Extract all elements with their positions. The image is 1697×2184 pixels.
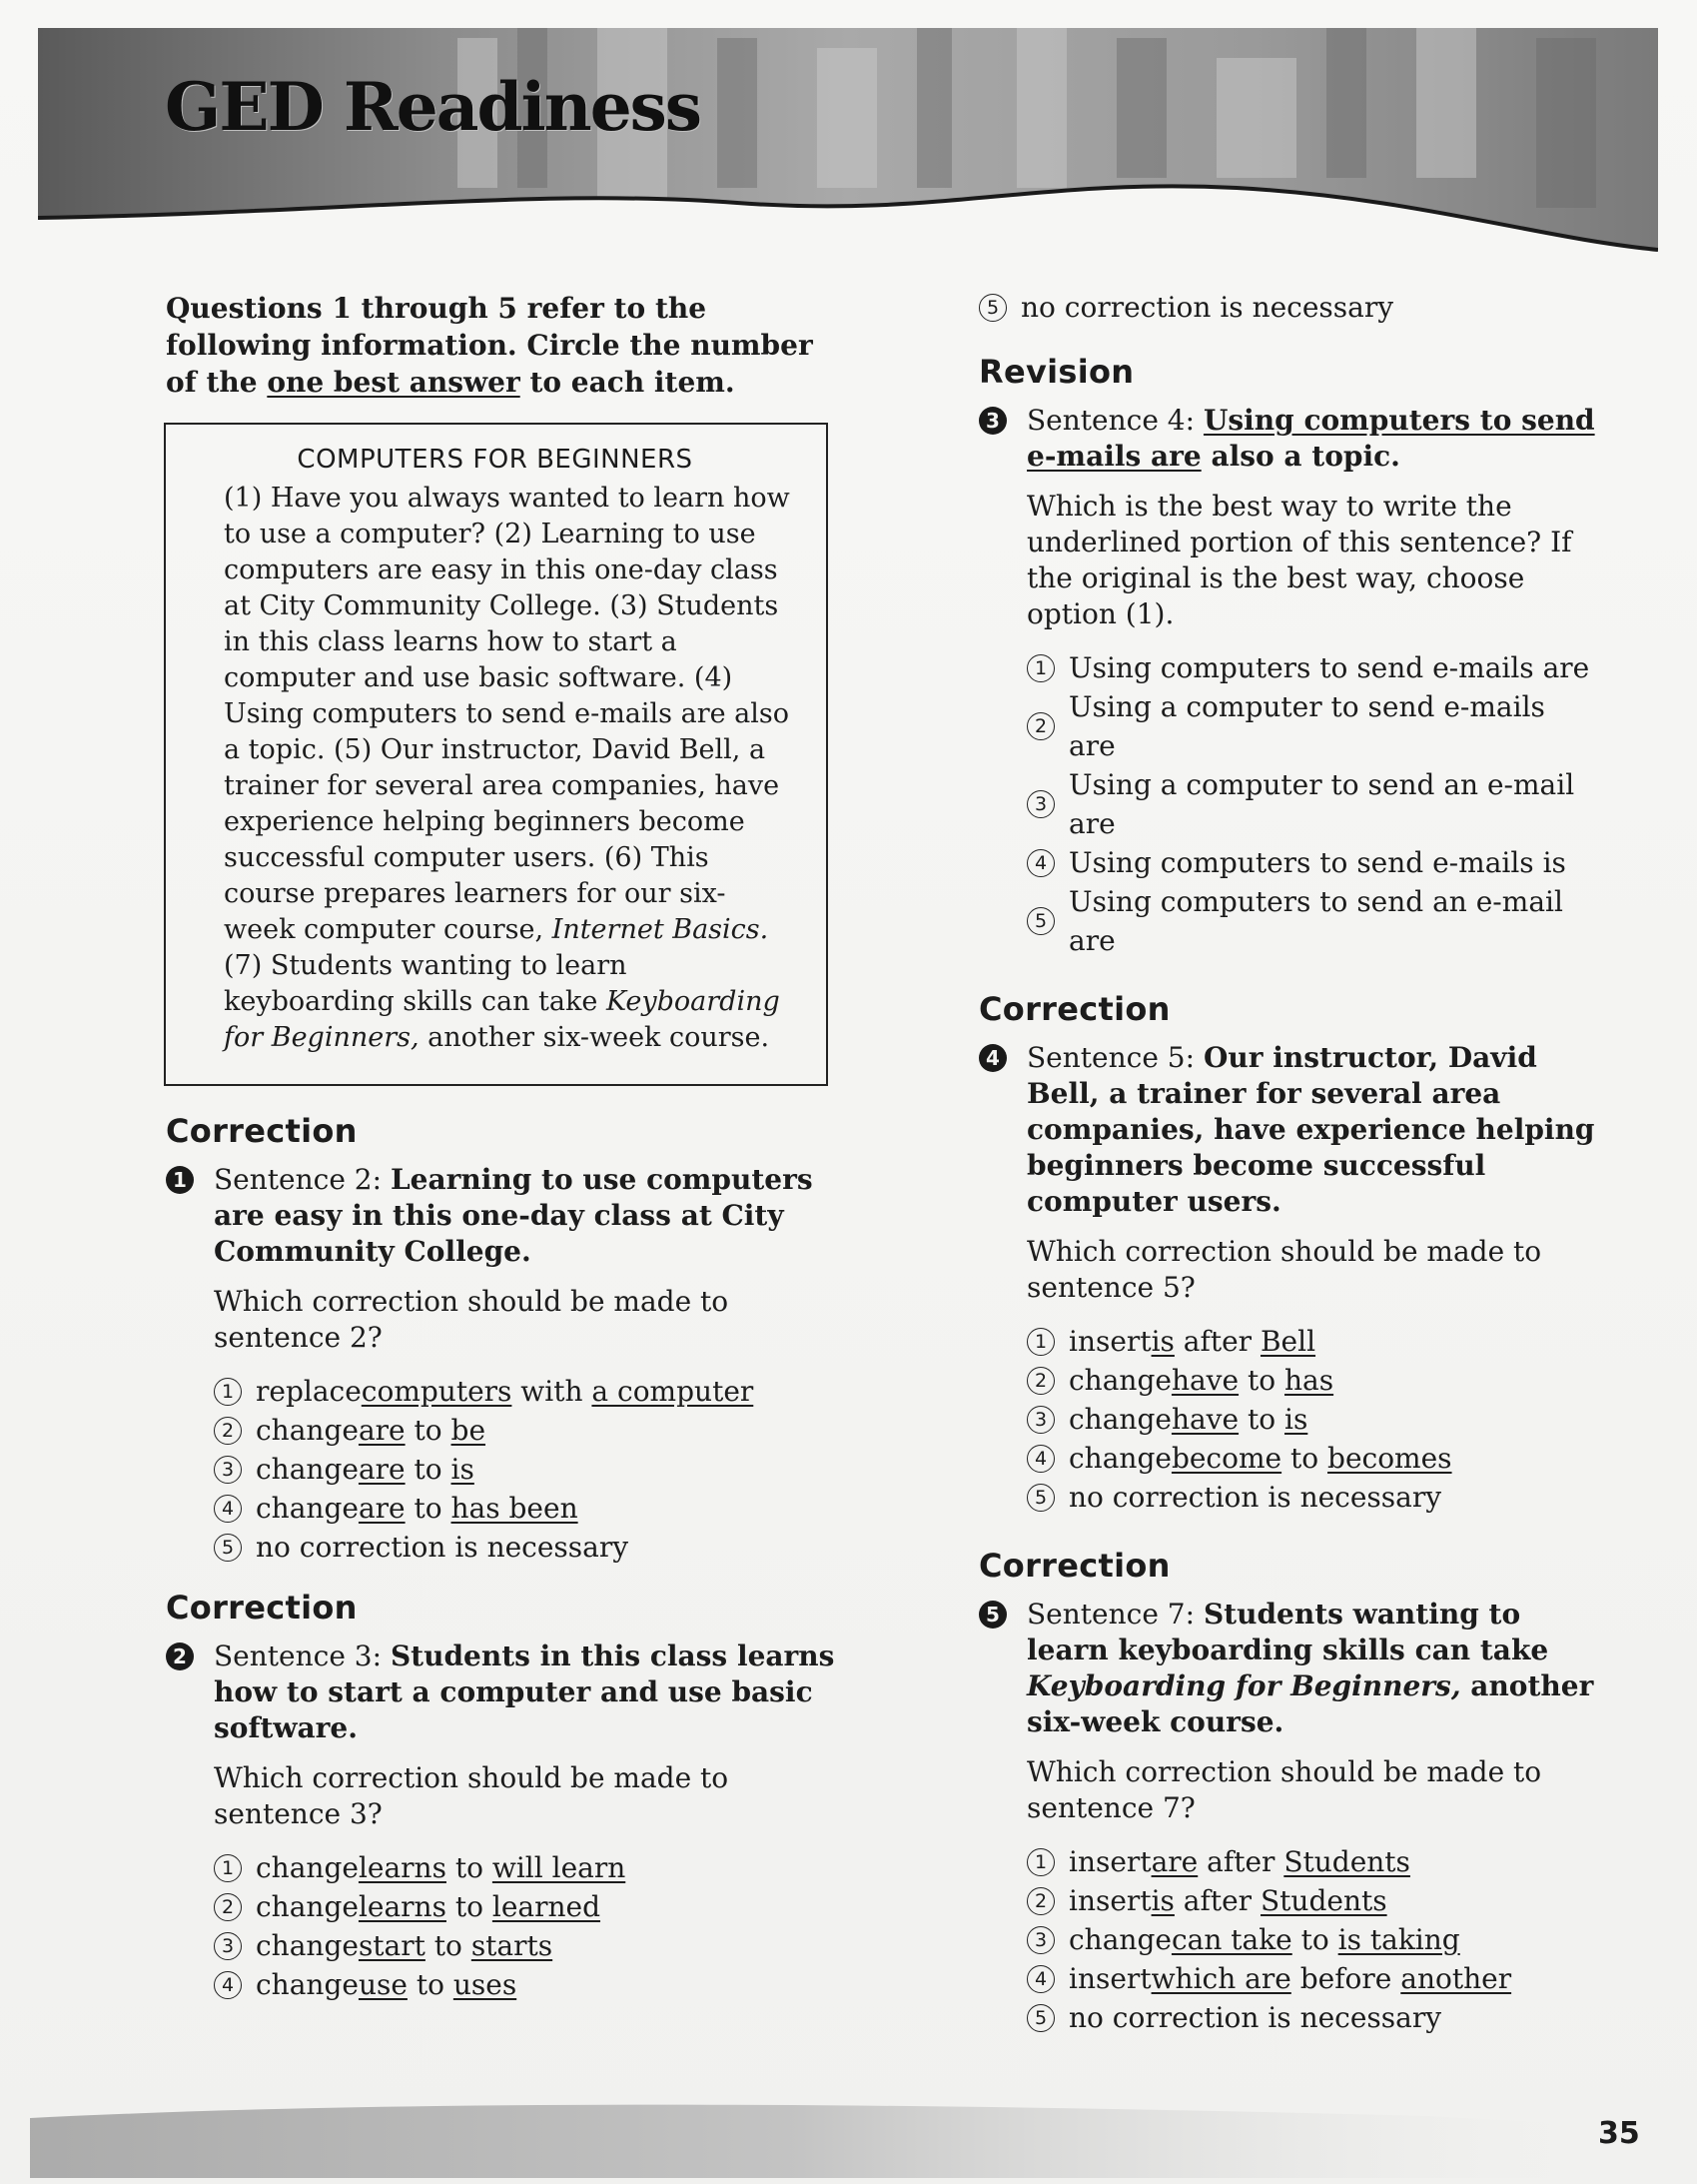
answer-options	[1027, 1322, 1598, 1517]
instructions: Questions 1 through 5 refer to the following information. Circle the number of the one best answer to each item.	[166, 292, 813, 399]
question-3: 3 Sentence 4: Using computers to send e-mails are also a topic. Which is the best way to write the underlined portion of this sentence? If the original is the best way, choose option (1). 1 Using computers to send e-mails are 2 Using a computer to send e-mails are 3 Using a computer to send an e-mail are 4 Using computers to send e-mails is 5 Using computers to send an e-mail are	[979, 403, 1598, 960]
answer-option[interactable]: 5 Using computers to send an e-mail are	[1027, 882, 1598, 960]
section-heading: Correction	[979, 1547, 1171, 1585]
answer-option[interactable]: 5 no correction is necessary	[1027, 1478, 1598, 1517]
answer-option[interactable]: 4 Using computers to send e-mails is	[1027, 843, 1598, 882]
answer-option[interactable]: 2 change have to has	[1027, 1361, 1598, 1400]
answer-option[interactable]: 5 no correction is necessary	[1027, 1998, 1598, 2037]
passage-text: (1) Have you always wanted to learn how to use a computer? (2) Learning to use computers are easy in this one-day class at City Community College. (3) Students in this class learns how to start a computer and use basic software. (4) Using computers to send e-mails are also a topic. (5) Our instructor, David Bell, a trainer for several area companies, have experience helping beginners become successful computer users. (6) This course prepares learners for our six-week computer course, Internet Basics. (7) Students wanting to learn keyboarding skills can take Keyboarding for Beginners, another six-week course.	[224, 483, 790, 1053]
answer-option[interactable]: 3 change have to is	[1027, 1400, 1598, 1439]
answer-option[interactable]: 5 no correction is necessary	[214, 1528, 845, 1567]
question-2-block	[166, 1589, 845, 2004]
instructions-emphasis: one best answer	[267, 366, 520, 399]
question-number: 1	[166, 1166, 194, 1194]
question-prompt: Which correction should be made to sentence 2?	[214, 1285, 729, 1354]
course-title-keyboarding: Keyboarding for Beginners,	[1027, 1669, 1461, 1702]
question-2: 2 Sentence 3: Students in this class learns how to start a computer and use basic software. Which correction should be made to sentence 3? 1 change learns to will learn 2 change learns to learned 3 change start to starts 4 change use to uses	[166, 1638, 845, 2004]
question-prompt: Which correction should be made to sentence 5?	[1027, 1235, 1542, 1304]
page-number: 35	[1598, 2116, 1640, 2151]
question-sentence: Learning to use computers are easy in this one-day class at City Community College.	[214, 1163, 813, 1268]
question-sentence-underlined: Using computers to send e-mails are	[1027, 404, 1595, 473]
answer-option[interactable]: 1 insert is after Bell	[1027, 1322, 1598, 1361]
answer-option[interactable]: 1 replace computers with a computer	[214, 1372, 845, 1411]
footer-band	[30, 2088, 1628, 2178]
question-sentence: Our instructor, David Bell, a trainer for several area companies, have experience helping beginners become successful computer users.	[1027, 1041, 1595, 1218]
section-heading: Correction	[979, 990, 1171, 1028]
course-title-keyboarding: Keyboarding for Beginners,	[224, 986, 780, 1053]
question-4-block	[979, 990, 1598, 1517]
question-sentence: Students in this class learns how to start a computer and use basic software.	[214, 1639, 835, 1744]
answer-option[interactable]: 1 insert are after Students	[1027, 1842, 1598, 1881]
answer-options	[214, 1372, 845, 1567]
question-5-block	[979, 1547, 1598, 2037]
passage-box	[164, 423, 828, 1086]
section-heading: Correction	[166, 1589, 358, 1627]
section-heading: Revision	[979, 353, 1135, 391]
answer-option[interactable]: 3 change can take to is taking	[1027, 1920, 1598, 1959]
question-prompt: Which correction should be made to sentence 7?	[1027, 1755, 1542, 1824]
question-1: 1 Sentence 2: Learning to use computers are easy in this one-day class at City Community College. Which correction should be made to sentence 2? 1 replace computers with a computer 2 change are to be 3 change are to is 4 change are to has been 5 no correction is necessary	[166, 1162, 845, 1567]
question-4: 4 Sentence 5: Our instructor, David Bell, a trainer for several area companies, have experience helping beginners become successful computer users. Which correction should be made to sentence 5? 1 insert is after Bell 2 change have to has 3 change have to is 4 change become to becomes 5 no correction is necessary	[979, 1040, 1598, 1517]
answer-option[interactable]: 4 change use to uses	[214, 1965, 845, 2004]
left-column	[166, 290, 845, 2004]
question-number: 5	[979, 1601, 1007, 1629]
question-1-block	[166, 1112, 845, 1567]
question-prompt: Which correction should be made to sentence 3?	[214, 1761, 729, 1830]
course-title-internet: Internet Basics.	[551, 914, 769, 945]
answer-option[interactable]: 1 Using computers to send e-mails are	[1027, 648, 1598, 687]
section-heading: Correction	[166, 1112, 358, 1150]
answer-options	[1027, 648, 1598, 960]
answer-options	[214, 1848, 845, 2004]
question-prompt: Which is the best way to write the underlined portion of this sentence? If the original is the best way, choose option (1).	[1027, 490, 1572, 630]
answer-option[interactable]: 1 change learns to will learn	[214, 1848, 845, 1887]
answer-option[interactable]: 2 Using a computer to send e-mails are	[1027, 687, 1598, 765]
question-number: 2	[166, 1642, 194, 1670]
answer-options-continued	[979, 288, 1598, 327]
answer-options	[1027, 1842, 1598, 2037]
answer-option[interactable]: 2 change learns to learned	[214, 1887, 845, 1926]
question-5: 5 Sentence 7: Students wanting to learn keyboarding skills can take Keyboarding for Beginners, another six-week course. Which correction should be made to sentence 7? 1 insert are after Students 2 insert is after Students 3 change can take to is taking 4 insert which are before another 5 no correction is necessary	[979, 1597, 1598, 2037]
question-number: 3	[979, 407, 1007, 435]
passage-title: COMPUTERS FOR BEGINNERS	[297, 445, 693, 475]
answer-option[interactable]: 2 change are to be	[214, 1411, 845, 1450]
page-title: GED Readiness	[165, 68, 700, 146]
answer-option[interactable]: 3 change start to starts	[214, 1926, 845, 1965]
answer-option[interactable]: 5 no correction is necessary	[979, 288, 1598, 327]
answer-option[interactable]: 4 change are to has been	[214, 1489, 845, 1528]
right-column	[979, 290, 1598, 2037]
answer-option[interactable]: 4 change become to becomes	[1027, 1439, 1598, 1478]
answer-option[interactable]: 3 change are to is	[214, 1450, 845, 1489]
answer-option[interactable]: 3 Using a computer to send an e-mail are	[1027, 765, 1598, 843]
question-3-block	[979, 353, 1598, 960]
answer-option[interactable]: 4 insert which are before another	[1027, 1959, 1598, 1998]
question-number: 4	[979, 1044, 1007, 1072]
answer-option[interactable]: 2 insert is after Students	[1027, 1881, 1598, 1920]
